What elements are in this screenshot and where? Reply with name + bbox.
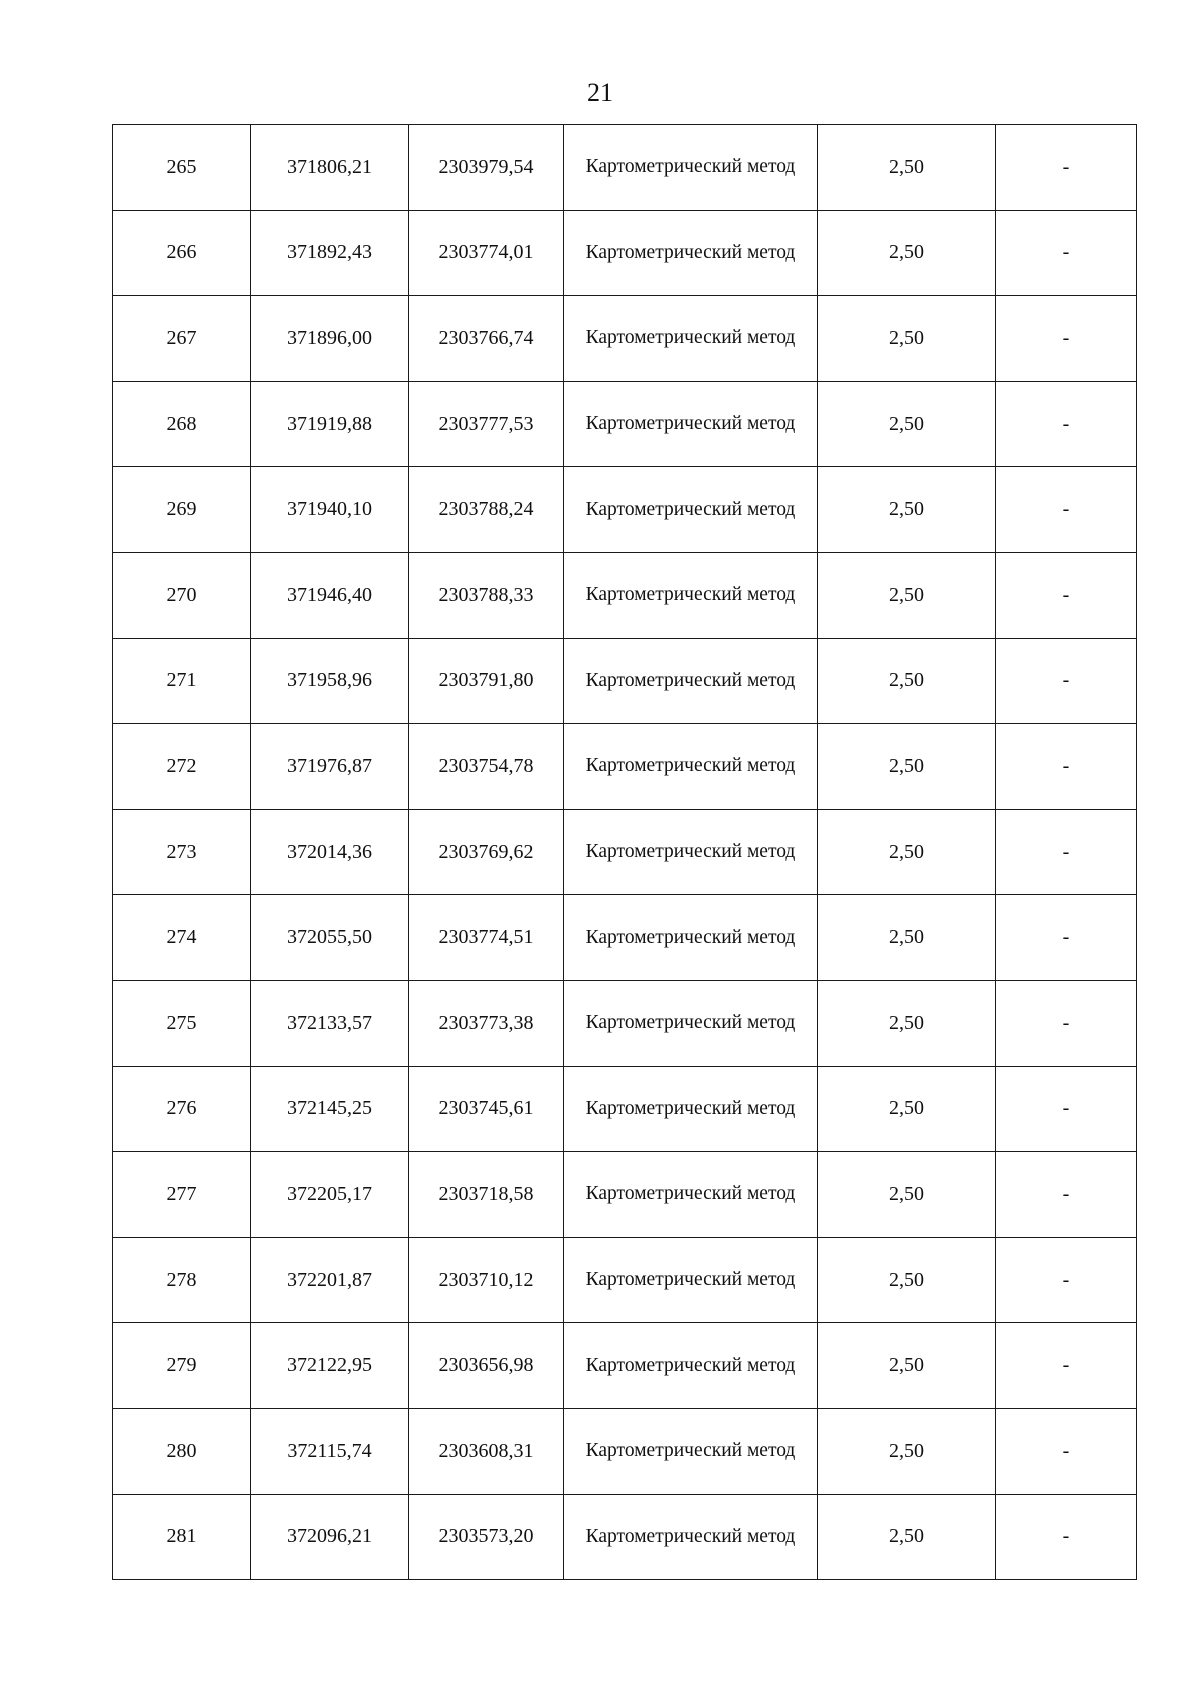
point-number-cell: 275 bbox=[113, 980, 251, 1066]
x-coordinate-cell: 371958,96 bbox=[251, 638, 409, 724]
y-coordinate-cell: 2303573,20 bbox=[409, 1494, 564, 1580]
point-number-cell: 280 bbox=[113, 1408, 251, 1494]
x-coordinate-cell: 372055,50 bbox=[251, 895, 409, 981]
y-coordinate-cell: 2303979,54 bbox=[409, 125, 564, 211]
x-coordinate-cell: 372133,57 bbox=[251, 980, 409, 1066]
note-cell: - bbox=[996, 809, 1137, 895]
x-coordinate-cell: 372096,21 bbox=[251, 1494, 409, 1580]
coordinates-table-body bbox=[113, 125, 1137, 1580]
note-cell: - bbox=[996, 1323, 1137, 1409]
y-coordinate-cell: 2303769,62 bbox=[409, 809, 564, 895]
point-number-cell: 268 bbox=[113, 381, 251, 467]
x-coordinate-cell: 372122,95 bbox=[251, 1323, 409, 1409]
method-cell: Картометрический метод bbox=[564, 895, 818, 981]
accuracy-cell: 2,50 bbox=[818, 1408, 996, 1494]
y-coordinate-cell: 2303766,74 bbox=[409, 296, 564, 382]
table-row bbox=[113, 1152, 1137, 1238]
table-row bbox=[113, 724, 1137, 810]
table-row bbox=[113, 210, 1137, 296]
method-cell: Картометрический метод bbox=[564, 1066, 818, 1152]
point-number-cell: 281 bbox=[113, 1494, 251, 1580]
method-cell: Картометрический метод bbox=[564, 210, 818, 296]
accuracy-cell: 2,50 bbox=[818, 467, 996, 553]
point-number-cell: 278 bbox=[113, 1237, 251, 1323]
method-cell: Картометрический метод bbox=[564, 1494, 818, 1580]
x-coordinate-cell: 371940,10 bbox=[251, 467, 409, 553]
x-coordinate-cell: 372205,17 bbox=[251, 1152, 409, 1238]
note-cell: - bbox=[996, 980, 1137, 1066]
method-cell: Картометрический метод bbox=[564, 552, 818, 638]
accuracy-cell: 2,50 bbox=[818, 125, 996, 211]
note-cell: - bbox=[996, 125, 1137, 211]
accuracy-cell: 2,50 bbox=[818, 895, 996, 981]
method-cell: Картометрический метод bbox=[564, 1408, 818, 1494]
table-row bbox=[113, 980, 1137, 1066]
accuracy-cell: 2,50 bbox=[818, 381, 996, 467]
point-number-cell: 274 bbox=[113, 895, 251, 981]
method-cell: Картометрический метод bbox=[564, 467, 818, 553]
method-cell: Картометрический метод bbox=[564, 724, 818, 810]
method-cell: Картометрический метод bbox=[564, 296, 818, 382]
y-coordinate-cell: 2303774,01 bbox=[409, 210, 564, 296]
y-coordinate-cell: 2303754,78 bbox=[409, 724, 564, 810]
y-coordinate-cell: 2303745,61 bbox=[409, 1066, 564, 1152]
note-cell: - bbox=[996, 381, 1137, 467]
accuracy-cell: 2,50 bbox=[818, 980, 996, 1066]
point-number-cell: 266 bbox=[113, 210, 251, 296]
x-coordinate-cell: 372145,25 bbox=[251, 1066, 409, 1152]
method-cell: Картометрический метод bbox=[564, 1237, 818, 1323]
accuracy-cell: 2,50 bbox=[818, 296, 996, 382]
table-row bbox=[113, 1408, 1137, 1494]
y-coordinate-cell: 2303773,38 bbox=[409, 980, 564, 1066]
table-row bbox=[113, 638, 1137, 724]
table-row bbox=[113, 125, 1137, 211]
y-coordinate-cell: 2303791,80 bbox=[409, 638, 564, 724]
method-cell: Картометрический метод bbox=[564, 809, 818, 895]
x-coordinate-cell: 372115,74 bbox=[251, 1408, 409, 1494]
y-coordinate-cell: 2303710,12 bbox=[409, 1237, 564, 1323]
table-row bbox=[113, 1066, 1137, 1152]
note-cell: - bbox=[996, 724, 1137, 810]
accuracy-cell: 2,50 bbox=[818, 638, 996, 724]
note-cell: - bbox=[996, 1237, 1137, 1323]
point-number-cell: 271 bbox=[113, 638, 251, 724]
point-number-cell: 273 bbox=[113, 809, 251, 895]
point-number-cell: 279 bbox=[113, 1323, 251, 1409]
point-number-cell: 265 bbox=[113, 125, 251, 211]
table-row bbox=[113, 381, 1137, 467]
point-number-cell: 276 bbox=[113, 1066, 251, 1152]
x-coordinate-cell: 371806,21 bbox=[251, 125, 409, 211]
coordinates-table bbox=[112, 124, 1137, 1580]
x-coordinate-cell: 371919,88 bbox=[251, 381, 409, 467]
note-cell: - bbox=[996, 895, 1137, 981]
point-number-cell: 267 bbox=[113, 296, 251, 382]
table-row bbox=[113, 467, 1137, 553]
note-cell: - bbox=[996, 1494, 1137, 1580]
y-coordinate-cell: 2303608,31 bbox=[409, 1408, 564, 1494]
table-row bbox=[113, 1323, 1137, 1409]
method-cell: Картометрический метод bbox=[564, 638, 818, 724]
accuracy-cell: 2,50 bbox=[818, 1152, 996, 1238]
y-coordinate-cell: 2303718,58 bbox=[409, 1152, 564, 1238]
table-row bbox=[113, 895, 1137, 981]
method-cell: Картометрический метод bbox=[564, 1323, 818, 1409]
method-cell: Картометрический метод bbox=[564, 381, 818, 467]
x-coordinate-cell: 371892,43 bbox=[251, 210, 409, 296]
accuracy-cell: 2,50 bbox=[818, 1066, 996, 1152]
accuracy-cell: 2,50 bbox=[818, 1323, 996, 1409]
point-number-cell: 272 bbox=[113, 724, 251, 810]
note-cell: - bbox=[996, 467, 1137, 553]
method-cell: Картометрический метод bbox=[564, 980, 818, 1066]
table-row bbox=[113, 809, 1137, 895]
note-cell: - bbox=[996, 1066, 1137, 1152]
accuracy-cell: 2,50 bbox=[818, 552, 996, 638]
note-cell: - bbox=[996, 210, 1137, 296]
note-cell: - bbox=[996, 1152, 1137, 1238]
point-number-cell: 277 bbox=[113, 1152, 251, 1238]
note-cell: - bbox=[996, 296, 1137, 382]
accuracy-cell: 2,50 bbox=[818, 1494, 996, 1580]
accuracy-cell: 2,50 bbox=[818, 1237, 996, 1323]
x-coordinate-cell: 371946,40 bbox=[251, 552, 409, 638]
x-coordinate-cell: 372014,36 bbox=[251, 809, 409, 895]
x-coordinate-cell: 372201,87 bbox=[251, 1237, 409, 1323]
accuracy-cell: 2,50 bbox=[818, 724, 996, 810]
table-row bbox=[113, 1494, 1137, 1580]
table-row bbox=[113, 296, 1137, 382]
note-cell: - bbox=[996, 638, 1137, 724]
x-coordinate-cell: 371976,87 bbox=[251, 724, 409, 810]
accuracy-cell: 2,50 bbox=[818, 210, 996, 296]
y-coordinate-cell: 2303788,24 bbox=[409, 467, 564, 553]
y-coordinate-cell: 2303788,33 bbox=[409, 552, 564, 638]
method-cell: Картометрический метод bbox=[564, 125, 818, 211]
x-coordinate-cell: 371896,00 bbox=[251, 296, 409, 382]
y-coordinate-cell: 2303656,98 bbox=[409, 1323, 564, 1409]
y-coordinate-cell: 2303777,53 bbox=[409, 381, 564, 467]
table-row bbox=[113, 552, 1137, 638]
accuracy-cell: 2,50 bbox=[818, 809, 996, 895]
table-row bbox=[113, 1237, 1137, 1323]
point-number-cell: 269 bbox=[113, 467, 251, 553]
method-cell: Картометрический метод bbox=[564, 1152, 818, 1238]
note-cell: - bbox=[996, 552, 1137, 638]
page-number: 21 bbox=[587, 78, 613, 107]
point-number-cell: 270 bbox=[113, 552, 251, 638]
note-cell: - bbox=[996, 1408, 1137, 1494]
y-coordinate-cell: 2303774,51 bbox=[409, 895, 564, 981]
